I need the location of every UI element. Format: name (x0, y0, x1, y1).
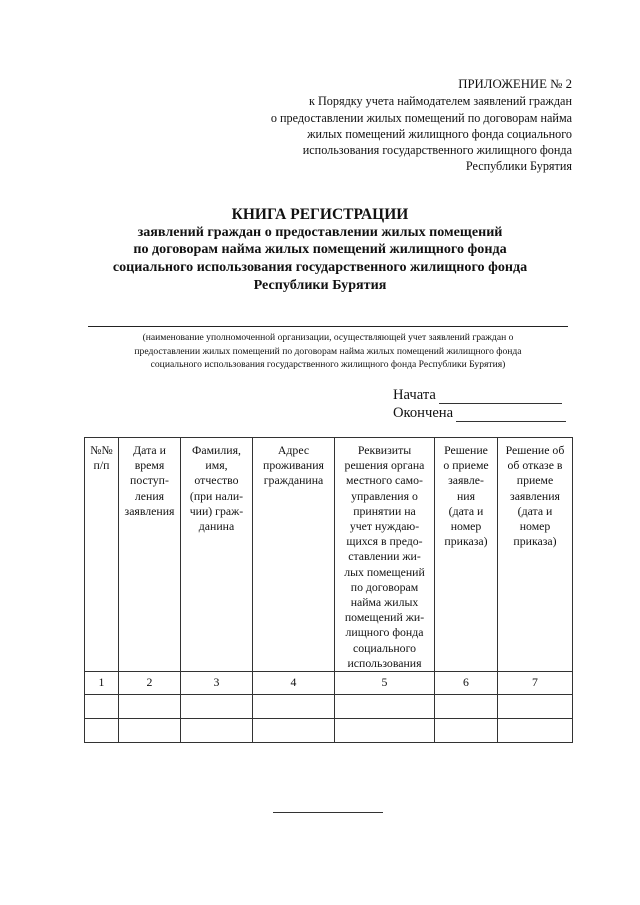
column-number: 3 (181, 672, 253, 695)
header-line: проживания (263, 458, 324, 473)
col-header-number (85, 438, 119, 672)
header-line: номер (519, 519, 551, 534)
table-cell[interactable] (181, 695, 253, 719)
appendix-line: Республики Бурятия (465, 159, 572, 174)
header-line: местного само- (346, 473, 423, 488)
table-cell[interactable] (119, 719, 181, 743)
header-line: Дата и (133, 443, 166, 457)
header-line: данина (198, 519, 235, 534)
column-number: 7 (498, 672, 573, 695)
header-line: приказа) (513, 534, 557, 549)
title-line: заявлений граждан о предоставлении жилых помещений (137, 223, 503, 240)
header-line: (при нали- (189, 488, 244, 503)
header-line: Фамилия, (192, 443, 241, 457)
appendix-line: жилых помещений жилищного фонда социального (307, 126, 572, 141)
header-line: лищного фонда (345, 625, 424, 640)
col-header-date (119, 438, 181, 672)
started-row (393, 386, 566, 404)
header-line: гражданина (263, 473, 324, 488)
table-row (85, 719, 573, 743)
table-cell[interactable] (335, 695, 435, 719)
header-line: о приеме (443, 458, 489, 473)
table-cell[interactable] (435, 695, 498, 719)
table-cell[interactable] (253, 695, 335, 719)
title-line: Республики Бурятия (253, 276, 387, 293)
started-label: Начата (393, 387, 436, 403)
table-cell[interactable] (335, 719, 435, 743)
header-line: Адрес (277, 443, 310, 457)
book-dates (393, 386, 566, 422)
header-line: (дата и (517, 503, 553, 518)
header-line: Решение (444, 443, 488, 457)
title-line: по договорам найма жилых помещений жилищного фонда (133, 241, 507, 258)
header-line: №№ (90, 443, 113, 457)
column-number: 2 (119, 672, 181, 695)
header-line: заявле- (448, 473, 484, 488)
col-header-name (181, 438, 253, 672)
table-cell[interactable] (181, 719, 253, 743)
ended-label: Окончена (393, 405, 454, 421)
header-line: лых помещений (344, 564, 425, 579)
caption-line: предоставлении жилых помещений по договорам найма жилых помещений жилищного фонда (134, 345, 522, 357)
table-cell[interactable] (85, 695, 119, 719)
organization-caption (82, 331, 574, 372)
header-line: решения органа (344, 458, 425, 473)
header-line: приказа) (444, 534, 488, 549)
header-line: заявления (510, 488, 560, 503)
appendix-line: к Порядку учета наймодателем заявлений граждан (309, 94, 572, 109)
header-line: поступ- (130, 473, 169, 488)
appendix-line: использования государственного жилищного фонда (302, 143, 572, 158)
table-row (85, 695, 573, 719)
header-line: социального (352, 640, 417, 655)
table-cell[interactable] (85, 719, 119, 743)
header-line: номер (450, 519, 482, 534)
header-line: Реквизиты (357, 443, 412, 457)
col-header-decision-details (335, 438, 435, 672)
title-main: КНИГА РЕГИСТРАЦИИ (231, 206, 409, 223)
column-number: 4 (253, 672, 335, 695)
header-line: управления о (351, 488, 418, 503)
col-header-acceptance (435, 438, 498, 672)
column-number: 6 (435, 672, 498, 695)
header-line: Решение об (505, 443, 565, 457)
table-cell[interactable] (498, 695, 573, 719)
header-line: (дата и (448, 503, 484, 518)
appendix-number: ПРИЛОЖЕНИЕ № 2 (458, 77, 572, 91)
ended-date-field[interactable] (456, 407, 566, 422)
header-line: имя, (205, 458, 228, 473)
header-line: найма жилых (350, 595, 419, 610)
header-line: приеме (516, 473, 554, 488)
header-line: по договорам (350, 579, 419, 594)
column-numbers-row (85, 672, 573, 695)
appendix-line: о предоставлении жилых помещений по договорам найма (270, 110, 572, 125)
header-line: использования (347, 655, 422, 670)
caption-line: (наименование уполномоченной организации, осуществляющей учет заявлений граждан о (142, 332, 514, 343)
signature-line (273, 812, 383, 813)
table-cell[interactable] (435, 719, 498, 743)
table-cell[interactable] (253, 719, 335, 743)
ended-row (393, 404, 566, 422)
column-number: 1 (85, 672, 119, 695)
col-header-refusal (498, 438, 573, 672)
header-line: отчество (194, 473, 239, 488)
header-line: ления (134, 488, 165, 503)
header-line: п/п (93, 458, 110, 473)
table-cell[interactable] (119, 695, 181, 719)
header-line: время (134, 458, 165, 473)
appendix-header (271, 76, 572, 175)
started-date-field[interactable] (439, 389, 562, 404)
header-line: учет нуждаю- (349, 519, 420, 534)
header-line: щихся в предо- (346, 534, 423, 549)
table-header-row (85, 438, 573, 672)
registration-table (84, 437, 573, 743)
header-line: чии) граж- (189, 503, 244, 518)
header-line: принятии на (353, 503, 416, 518)
header-line: ставлении жи- (348, 549, 421, 564)
header-line: ния (456, 488, 476, 503)
header-line: об отказе в (507, 458, 563, 473)
col-header-address (253, 438, 335, 672)
document-title (0, 206, 640, 295)
header-line: помещений жи- (344, 610, 425, 625)
table-cell[interactable] (498, 719, 573, 743)
column-number: 5 (335, 672, 435, 695)
header-line: заявления (124, 503, 175, 518)
organization-name-line[interactable] (88, 326, 568, 327)
caption-line: социального использования государственного жилищного фонда Республики Бурятия) (150, 359, 506, 371)
title-line: социального использования государственного жилищного фонда (112, 259, 528, 276)
